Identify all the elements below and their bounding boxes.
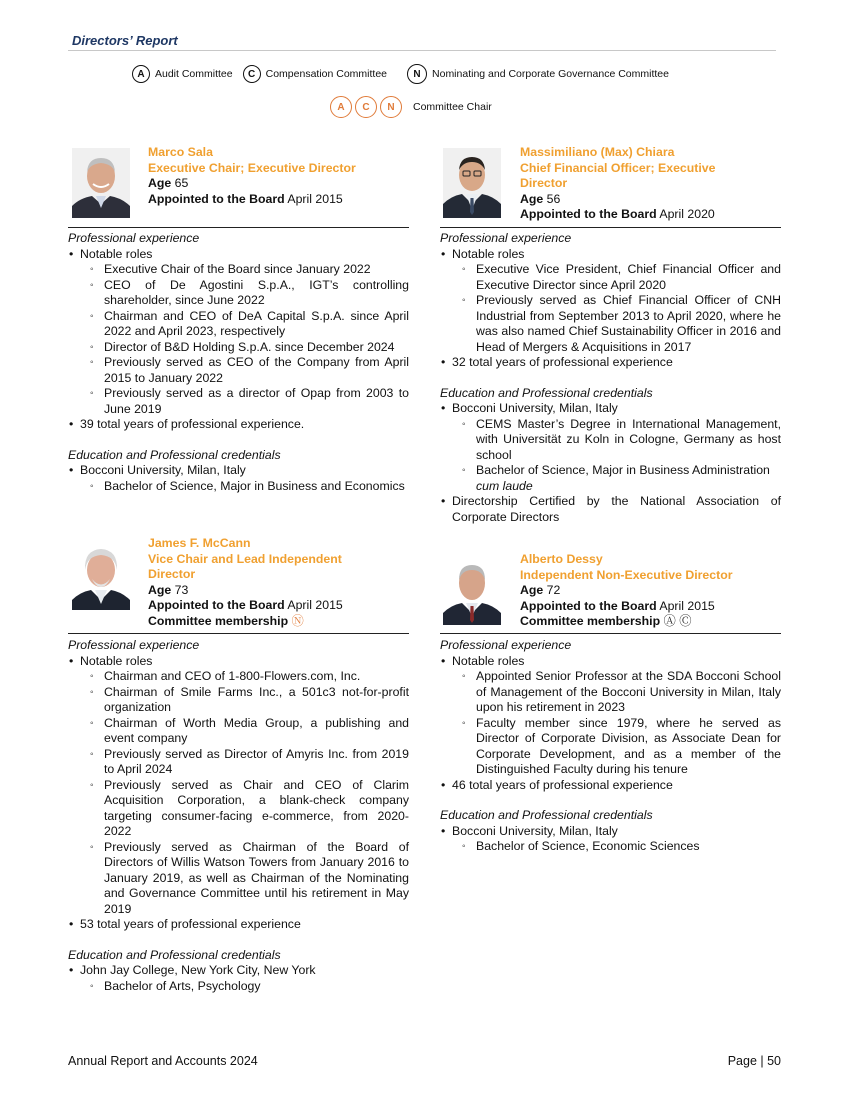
professional-experience-heading: Professional experience [68,638,200,652]
director-appointed: April 2020 [659,207,715,221]
director-age: 73 [174,582,189,597]
list-item: ◦ Previously served as a director of Opap from 2003 to June 2019 [80,386,409,417]
age-label: Age [520,191,544,206]
compensation-committee-badge: C [243,65,261,83]
notable-roles-label: Notable roles [80,246,153,261]
footer-page-number: Page | 50 [727,1054,781,1068]
director-role: Vice Chair and Lead Independent Director [148,551,342,581]
education-heading: Education and Professional credentials [440,808,653,822]
list-item: ◦ Chairman of Smile Farms Inc., a 501c3 not-for-profit organization [80,685,409,716]
list-item: • Bocconi University, Milan, Italy ◦ Bachelor of Science, Economic Sciences [440,824,781,855]
director-header-chiara [520,145,750,223]
committee-membership-badges: Ⓐ Ⓒ [663,614,692,628]
footer-report-title: Annual Report and Accounts 2024 [68,1054,258,1068]
list-item: ◦ Executive Chair of the Board since January 2022 [80,262,409,278]
list-item [440,247,781,356]
list-item: ◦ Previously served as Chairman of the Board of Directors of Willis Watson Towers from January 2016 to January 2019, as well as Chairman of the Nominating and Governance Committee until his retirement in May 2019 [80,840,409,918]
list-item: ◦ Previously served as Director of Amyris Inc. from 2019 to April 2024 [80,747,409,778]
director-header-dessy [520,552,760,630]
director-name: Massimiliano (Max) Chiara [520,145,675,159]
director-age: 56 [546,191,561,206]
director-name: James F. McCann [148,536,251,550]
audit-chair-badge: A [330,96,352,118]
director-appointed: April 2015 [659,598,715,613]
list-item: • Bocconi University, Milan, Italy ◦ CEMS Master’s Degree in International Management, with Universität zu Koln in Cologne, Germany as host school ◦ Bachelor of Science, Major in Business Administration cum laude [440,401,781,494]
list-item: ◦ Appointed Senior Professor at the SDA Bocconi School of Management of the Bocconi University in Milan, Italy upon his retirement in 2023 [452,669,781,716]
list-item: ◦ Bachelor of Arts, Psychology [80,979,409,995]
nominating-chair-badge: N [380,96,402,118]
age-label: Age [148,582,172,597]
list-item: • 46 total years of professional experience [440,778,781,794]
list-item [68,247,409,418]
professional-experience-heading: Professional experience [440,231,572,245]
header-divider [68,50,776,51]
director-photo-chiara [443,148,501,218]
professional-experience-heading: Professional experience [440,638,572,652]
list-item: • 53 total years of professional experience [68,917,409,933]
director-appointed: April 2015 [287,191,343,206]
notable-roles-label: Notable roles [452,246,525,261]
director-divider [440,633,781,634]
audit-committee-badge: A [132,65,150,83]
director-age: 65 [174,176,189,190]
director-appointed: April 2015 [287,598,343,612]
list-item: ◦ Previously served as CEO of the Company from April 2015 to January 2022 [80,355,409,386]
director-divider [440,227,781,228]
director-details-dessy [440,638,781,855]
membership-label: Committee membership [148,613,289,628]
list-item: ◦ Director of B&D Holding S.p.A. since December 2024 [80,340,409,356]
committee-legend [132,64,679,84]
list-item: ◦ CEO of De Agostini S.p.A., IGT’s controlling shareholder, since June 2022 [80,278,409,309]
list-item: ◦ Chairman of Worth Media Group, a publishing and event company [80,716,409,747]
director-header-mccann [148,536,388,629]
compensation-committee-label: Compensation Committee [265,68,388,80]
list-item [68,654,409,918]
director-details-sala [68,231,409,494]
list-item: ◦ Bachelor of Science, Major in Business and Economics [80,479,409,495]
list-item [440,654,781,778]
director-divider [68,227,409,228]
list-item: ◦ Previously served as Chief Financial Officer of CNH Industrial from September 2013 to April 2020, where he was also named Chief Sustainability Officer in 2016 and Head of Mergers & Acquisitions in 2017 [452,293,781,355]
age-label: Age [148,176,172,190]
list-item: ◦ Chairman and CEO of 1-800-Flowers.com, Inc. [80,669,409,685]
list-item: ◦ Chairman and CEO of DeA Capital S.p.A. since April 2022 and April 2023, respectively [80,309,409,340]
director-details-mccann [68,638,409,994]
appointed-label: Appointed to the Board [520,598,657,613]
appointed-label: Appointed to the Board [148,598,285,612]
professional-experience-heading: Professional experience [68,231,200,245]
list-item: ◦ Bachelor of Science, Major in Business Administration cum laude [452,463,781,494]
education-heading: Education and Professional credentials [68,447,281,462]
nominating-committee-badge: N [407,64,427,84]
honors-text: cum laude [476,478,533,493]
director-photo-dessy [443,555,501,625]
director-role: Executive Chair; Executive Director [148,160,356,175]
director-header-sala [148,145,356,207]
list-item: • 39 total years of professional experience. [68,417,409,433]
director-role: Independent Non-Executive Director [520,567,733,582]
education-heading: Education and Professional credentials [440,385,653,400]
director-details-chiara [440,231,781,525]
age-label: Age [520,583,544,597]
membership-label: Committee membership [520,614,661,628]
director-age: 72 [546,583,561,597]
director-divider [68,633,409,634]
director-photo-mccann [72,540,130,610]
audit-committee-label: Audit Committee [155,68,233,80]
list-item: ◦ CEMS Master’s Degree in International Management, with Universität zu Koln in Cologne, Germany as host school [452,417,781,464]
notable-roles-label: Notable roles [452,653,525,668]
list-item: ◦ Bachelor of Science, Economic Sciences [452,839,781,855]
director-name: Marco Sala [148,145,213,159]
list-item: • 32 total years of professional experience [440,355,781,371]
list-item: • Bocconi University, Milan, Italy ◦ Bachelor of Science, Major in Business and Economics [68,463,409,494]
list-item: ◦ Faculty member since 1979, where he served as Director of Corporate Division, as Associate Dean for Corporate Development, and as a member of the Distinguished Faculty during his tenure [452,716,781,778]
list-item: ◦ Previously served as Chair and CEO of Clarim Acquisition Corporation, a blank-check company targeting consumer-facing e-commerce, from 2020-2022 [80,778,409,840]
director-role: Chief Financial Officer; Executive Director [520,160,716,190]
notable-roles-label: Notable roles [80,653,153,668]
page-section-title: Directors’ Report [72,33,178,48]
list-item: ◦ Executive Vice President, Chief Financial Officer and Executive Director since April 2020 [452,262,781,293]
director-name: Alberto Dessy [520,552,603,566]
committee-membership-badges: Ⓝ [291,613,304,628]
appointed-label: Appointed to the Board [148,191,285,206]
director-photo-sala [72,148,130,218]
education-heading: Education and Professional credentials [68,947,281,962]
compensation-chair-badge: C [355,96,377,118]
committee-chair-legend [330,96,492,118]
list-item: • John Jay College, New York City, New York ◦ Bachelor of Arts, Psychology [68,963,409,994]
appointed-label: Appointed to the Board [520,207,657,221]
list-item: • Directorship Certified by the National Association of Corporate Directors [440,494,781,525]
committee-chair-label: Committee Chair [413,101,492,113]
nominating-committee-label: Nominating and Corporate Governance Committee [432,68,669,80]
